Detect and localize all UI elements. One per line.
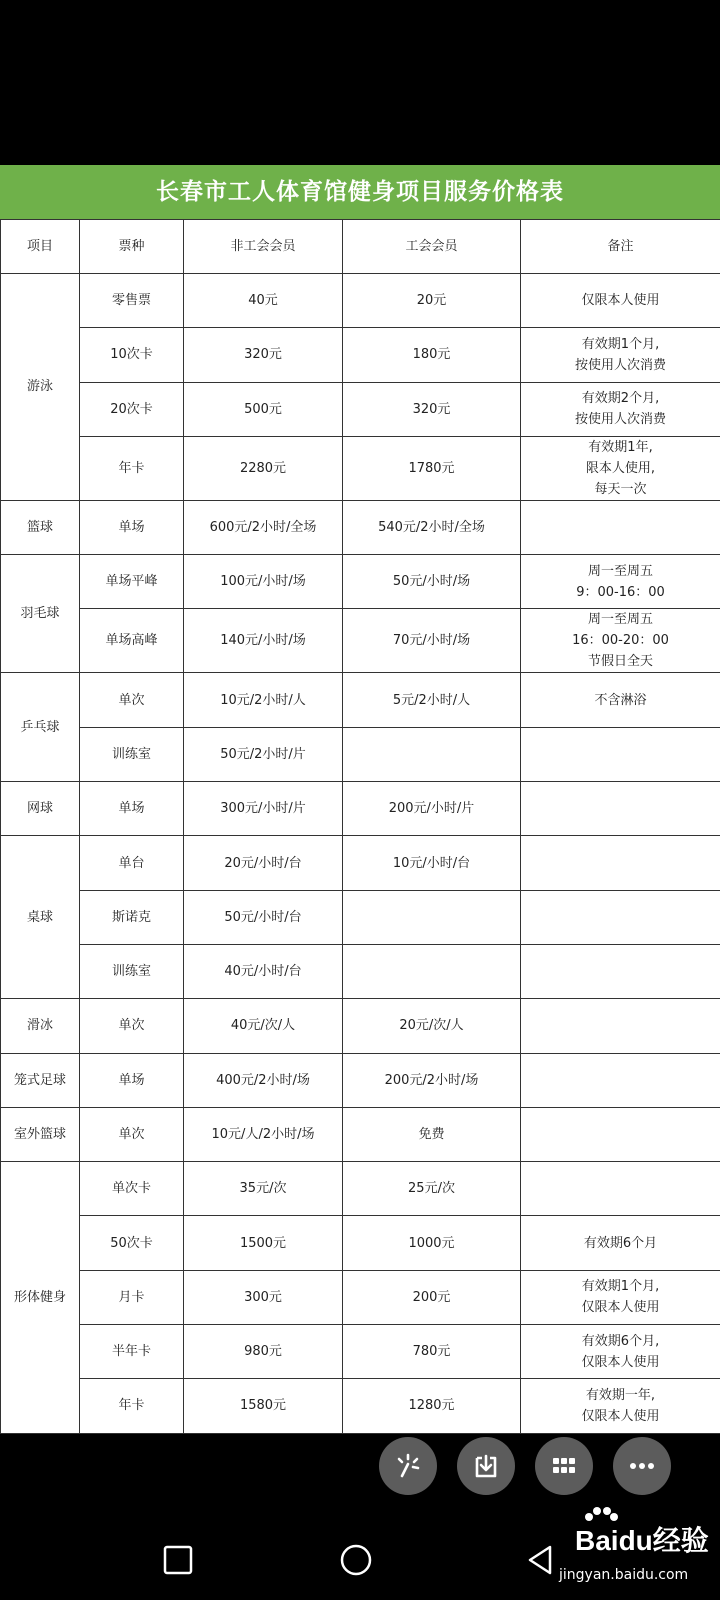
cell-non-member: 10元/2小时/人: [184, 673, 343, 727]
cell-member: 免费: [343, 1107, 521, 1161]
cell-ticket: 20次卡: [80, 382, 184, 436]
square-icon: [163, 1545, 193, 1575]
table-row: [1, 609, 720, 673]
cell-member: 25元/次: [343, 1162, 521, 1216]
home-button[interactable]: [336, 1540, 376, 1580]
cell-member: 1780元: [343, 436, 521, 500]
cell-note: [521, 782, 720, 836]
note-line: 有效期1个月,: [581, 336, 660, 352]
cell-note: [521, 890, 720, 944]
cell-ticket: 单场: [80, 1053, 184, 1107]
cell-non-member: 600元/2小时/全场: [184, 500, 343, 554]
cell-ticket: 单场: [80, 500, 184, 554]
note-line: 有效期一年,: [585, 1387, 656, 1403]
download-button[interactable]: [457, 1437, 515, 1495]
table-row: [1, 436, 720, 500]
cell-ticket: 单次: [80, 673, 184, 727]
table-row: [1, 1379, 720, 1433]
cell-non-member: 300元/小时/片: [184, 782, 343, 836]
table-row: [1, 1270, 720, 1324]
cell-non-member: 40元/小时/台: [184, 944, 343, 998]
cell-note: [521, 555, 720, 609]
table-row: [1, 555, 720, 609]
magic-wand-button[interactable]: [379, 1437, 437, 1495]
table-header-row: [1, 220, 720, 274]
note-line: 每天一次: [594, 481, 647, 497]
cell-member: 200元/小时/片: [343, 782, 521, 836]
cell-non-member: 300元: [184, 1270, 343, 1324]
table-row: [1, 944, 720, 998]
note-line: 9：00-16：00: [576, 584, 665, 600]
cell-ticket: 年卡: [80, 1379, 184, 1433]
header-note: 备注: [521, 220, 720, 274]
cell-note: [521, 1053, 720, 1107]
note-line: 仅限本人使用: [581, 1408, 660, 1424]
more-button[interactable]: [613, 1437, 671, 1495]
note-line: 仅限本人使用: [581, 293, 660, 309]
header-project: 项目: [1, 220, 80, 274]
cell-ticket: 月卡: [80, 1270, 184, 1324]
note-line: 有效期2个月,: [581, 391, 660, 407]
note-line: 仅限本人使用: [581, 1354, 660, 1370]
cell-note: [521, 328, 720, 382]
table-row: [1, 673, 720, 727]
table-row: [1, 382, 720, 436]
price-table: [0, 219, 720, 1434]
cell-non-member: 100元/小时/场: [184, 555, 343, 609]
cell-member: 540元/2小时/全场: [343, 500, 521, 554]
table-row: [1, 999, 720, 1053]
cell-project: 网球: [1, 782, 80, 836]
cell-note: [521, 1162, 720, 1216]
table-title: 长春市工人体育馆健身项目服务价格表: [0, 165, 720, 219]
cell-ticket: 单场高峰: [80, 609, 184, 673]
baidu-watermark: [545, 1505, 715, 1595]
note-line: 不含淋浴: [594, 692, 647, 708]
note-line: 有效期6个月: [583, 1235, 658, 1251]
cell-member: 20元: [343, 274, 521, 328]
cell-project: 羽毛球: [1, 555, 80, 673]
cell-note: [521, 1216, 720, 1270]
cell-project: 滑冰: [1, 999, 80, 1053]
note-line: 周一至周五: [587, 563, 653, 579]
cell-note: [521, 1379, 720, 1433]
cell-note: [521, 727, 720, 781]
table-row: [1, 328, 720, 382]
cell-project: 室外篮球: [1, 1107, 80, 1161]
cell-note: [521, 673, 720, 727]
cell-ticket: 10次卡: [80, 328, 184, 382]
sparkle-icon: [393, 1451, 423, 1481]
note-line: 有效期1个月,: [581, 1279, 660, 1295]
cell-non-member: 50元/小时/台: [184, 890, 343, 944]
cell-non-member: 40元: [184, 274, 343, 328]
cell-member: 5元/2小时/人: [343, 673, 521, 727]
table-row: [1, 1325, 720, 1379]
table-row: [1, 836, 720, 890]
cell-ticket: 半年卡: [80, 1325, 184, 1379]
cell-note: [521, 1270, 720, 1324]
cell-ticket: 零售票: [80, 274, 184, 328]
table-row: [1, 1216, 720, 1270]
cell-ticket: 训练室: [80, 727, 184, 781]
more-dots-icon: [627, 1451, 657, 1481]
cell-member: 1000元: [343, 1216, 521, 1270]
cell-note: [521, 836, 720, 890]
table-row: [1, 782, 720, 836]
table-row: [1, 1053, 720, 1107]
cell-note: [521, 382, 720, 436]
note-line: 限本人使用,: [585, 460, 656, 476]
cell-project: 笼式足球: [1, 1053, 80, 1107]
cell-non-member: 1580元: [184, 1379, 343, 1433]
cell-non-member: 2280元: [184, 436, 343, 500]
cell-member: 320元: [343, 382, 521, 436]
cell-note: [521, 1325, 720, 1379]
cell-note: [521, 436, 720, 500]
cell-non-member: 980元: [184, 1325, 343, 1379]
table-row: [1, 274, 720, 328]
note-line: 节假日全天: [587, 654, 653, 670]
cell-non-member: 20元/小时/台: [184, 836, 343, 890]
cell-ticket: 50次卡: [80, 1216, 184, 1270]
cell-ticket: 训练室: [80, 944, 184, 998]
cell-note: [521, 944, 720, 998]
grid-icon: [549, 1451, 579, 1481]
cell-ticket: 单次卡: [80, 1162, 184, 1216]
cell-ticket: 单场: [80, 782, 184, 836]
cell-project: 形体健身: [1, 1162, 80, 1433]
cell-ticket: 年卡: [80, 436, 184, 500]
cell-ticket: 单次: [80, 1107, 184, 1161]
cell-note: [521, 1107, 720, 1161]
recents-button[interactable]: [158, 1540, 198, 1580]
cell-non-member: 1500元: [184, 1216, 343, 1270]
cell-member: 200元: [343, 1270, 521, 1324]
cell-member: 20元/次/人: [343, 999, 521, 1053]
cell-note: [521, 274, 720, 328]
cell-project: 桌球: [1, 836, 80, 999]
cell-note: [521, 609, 720, 673]
cell-non-member: 320元: [184, 328, 343, 382]
cell-note: [521, 999, 720, 1053]
table-row: [1, 727, 720, 781]
cell-non-member: 140元/小时/场: [184, 609, 343, 673]
note-line: 按使用人次消费: [574, 357, 666, 373]
note-line: 16：00-20：00: [572, 633, 669, 649]
cell-member: 200元/2小时/场: [343, 1053, 521, 1107]
download-icon: [471, 1451, 501, 1481]
header-non-member: 非工会会员: [184, 220, 343, 274]
cell-ticket: 单台: [80, 836, 184, 890]
cell-ticket: 单次: [80, 999, 184, 1053]
watermark-brand: Baidu经验: [575, 1525, 709, 1556]
cell-member: 10元/小时/台: [343, 836, 521, 890]
cell-member: 50元/小时/场: [343, 555, 521, 609]
grid-button[interactable]: [535, 1437, 593, 1495]
table-row: [1, 1162, 720, 1216]
table-row: [1, 890, 720, 944]
cell-non-member: 500元: [184, 382, 343, 436]
cell-project: 篮球: [1, 500, 80, 554]
note-line: 有效期1年,: [588, 439, 653, 455]
cell-ticket: 单场平峰: [80, 555, 184, 609]
cell-member: [343, 944, 521, 998]
cell-non-member: 10元/人/2小时/场: [184, 1107, 343, 1161]
cell-member: 1280元: [343, 1379, 521, 1433]
cell-non-member: 40元/次/人: [184, 999, 343, 1053]
cell-project: 乒乓球: [1, 673, 80, 782]
cell-project: 游泳: [1, 274, 80, 501]
note-line: 按使用人次消费: [574, 412, 666, 428]
note-line: 周一至周五: [587, 612, 653, 628]
header-member: 工会会员: [343, 220, 521, 274]
cell-member: 70元/小时/场: [343, 609, 521, 673]
price-table-image[interactable]: [0, 165, 720, 1434]
note-line: 仅限本人使用: [581, 1300, 660, 1316]
cell-note: [521, 500, 720, 554]
circle-icon: [339, 1543, 373, 1577]
table-row: [1, 1107, 720, 1161]
cell-ticket: 斯诺克: [80, 890, 184, 944]
cell-member: [343, 727, 521, 781]
note-line: 有效期6个月,: [581, 1333, 660, 1349]
cell-non-member: 400元/2小时/场: [184, 1053, 343, 1107]
cell-non-member: 35元/次: [184, 1162, 343, 1216]
cell-member: 780元: [343, 1325, 521, 1379]
cell-member: [343, 890, 521, 944]
cell-member: 180元: [343, 328, 521, 382]
cell-non-member: 50元/2小时/片: [184, 727, 343, 781]
watermark-url: jingyan.baidu.com: [559, 1567, 689, 1583]
table-row: [1, 500, 720, 554]
header-ticket: 票种: [80, 220, 184, 274]
